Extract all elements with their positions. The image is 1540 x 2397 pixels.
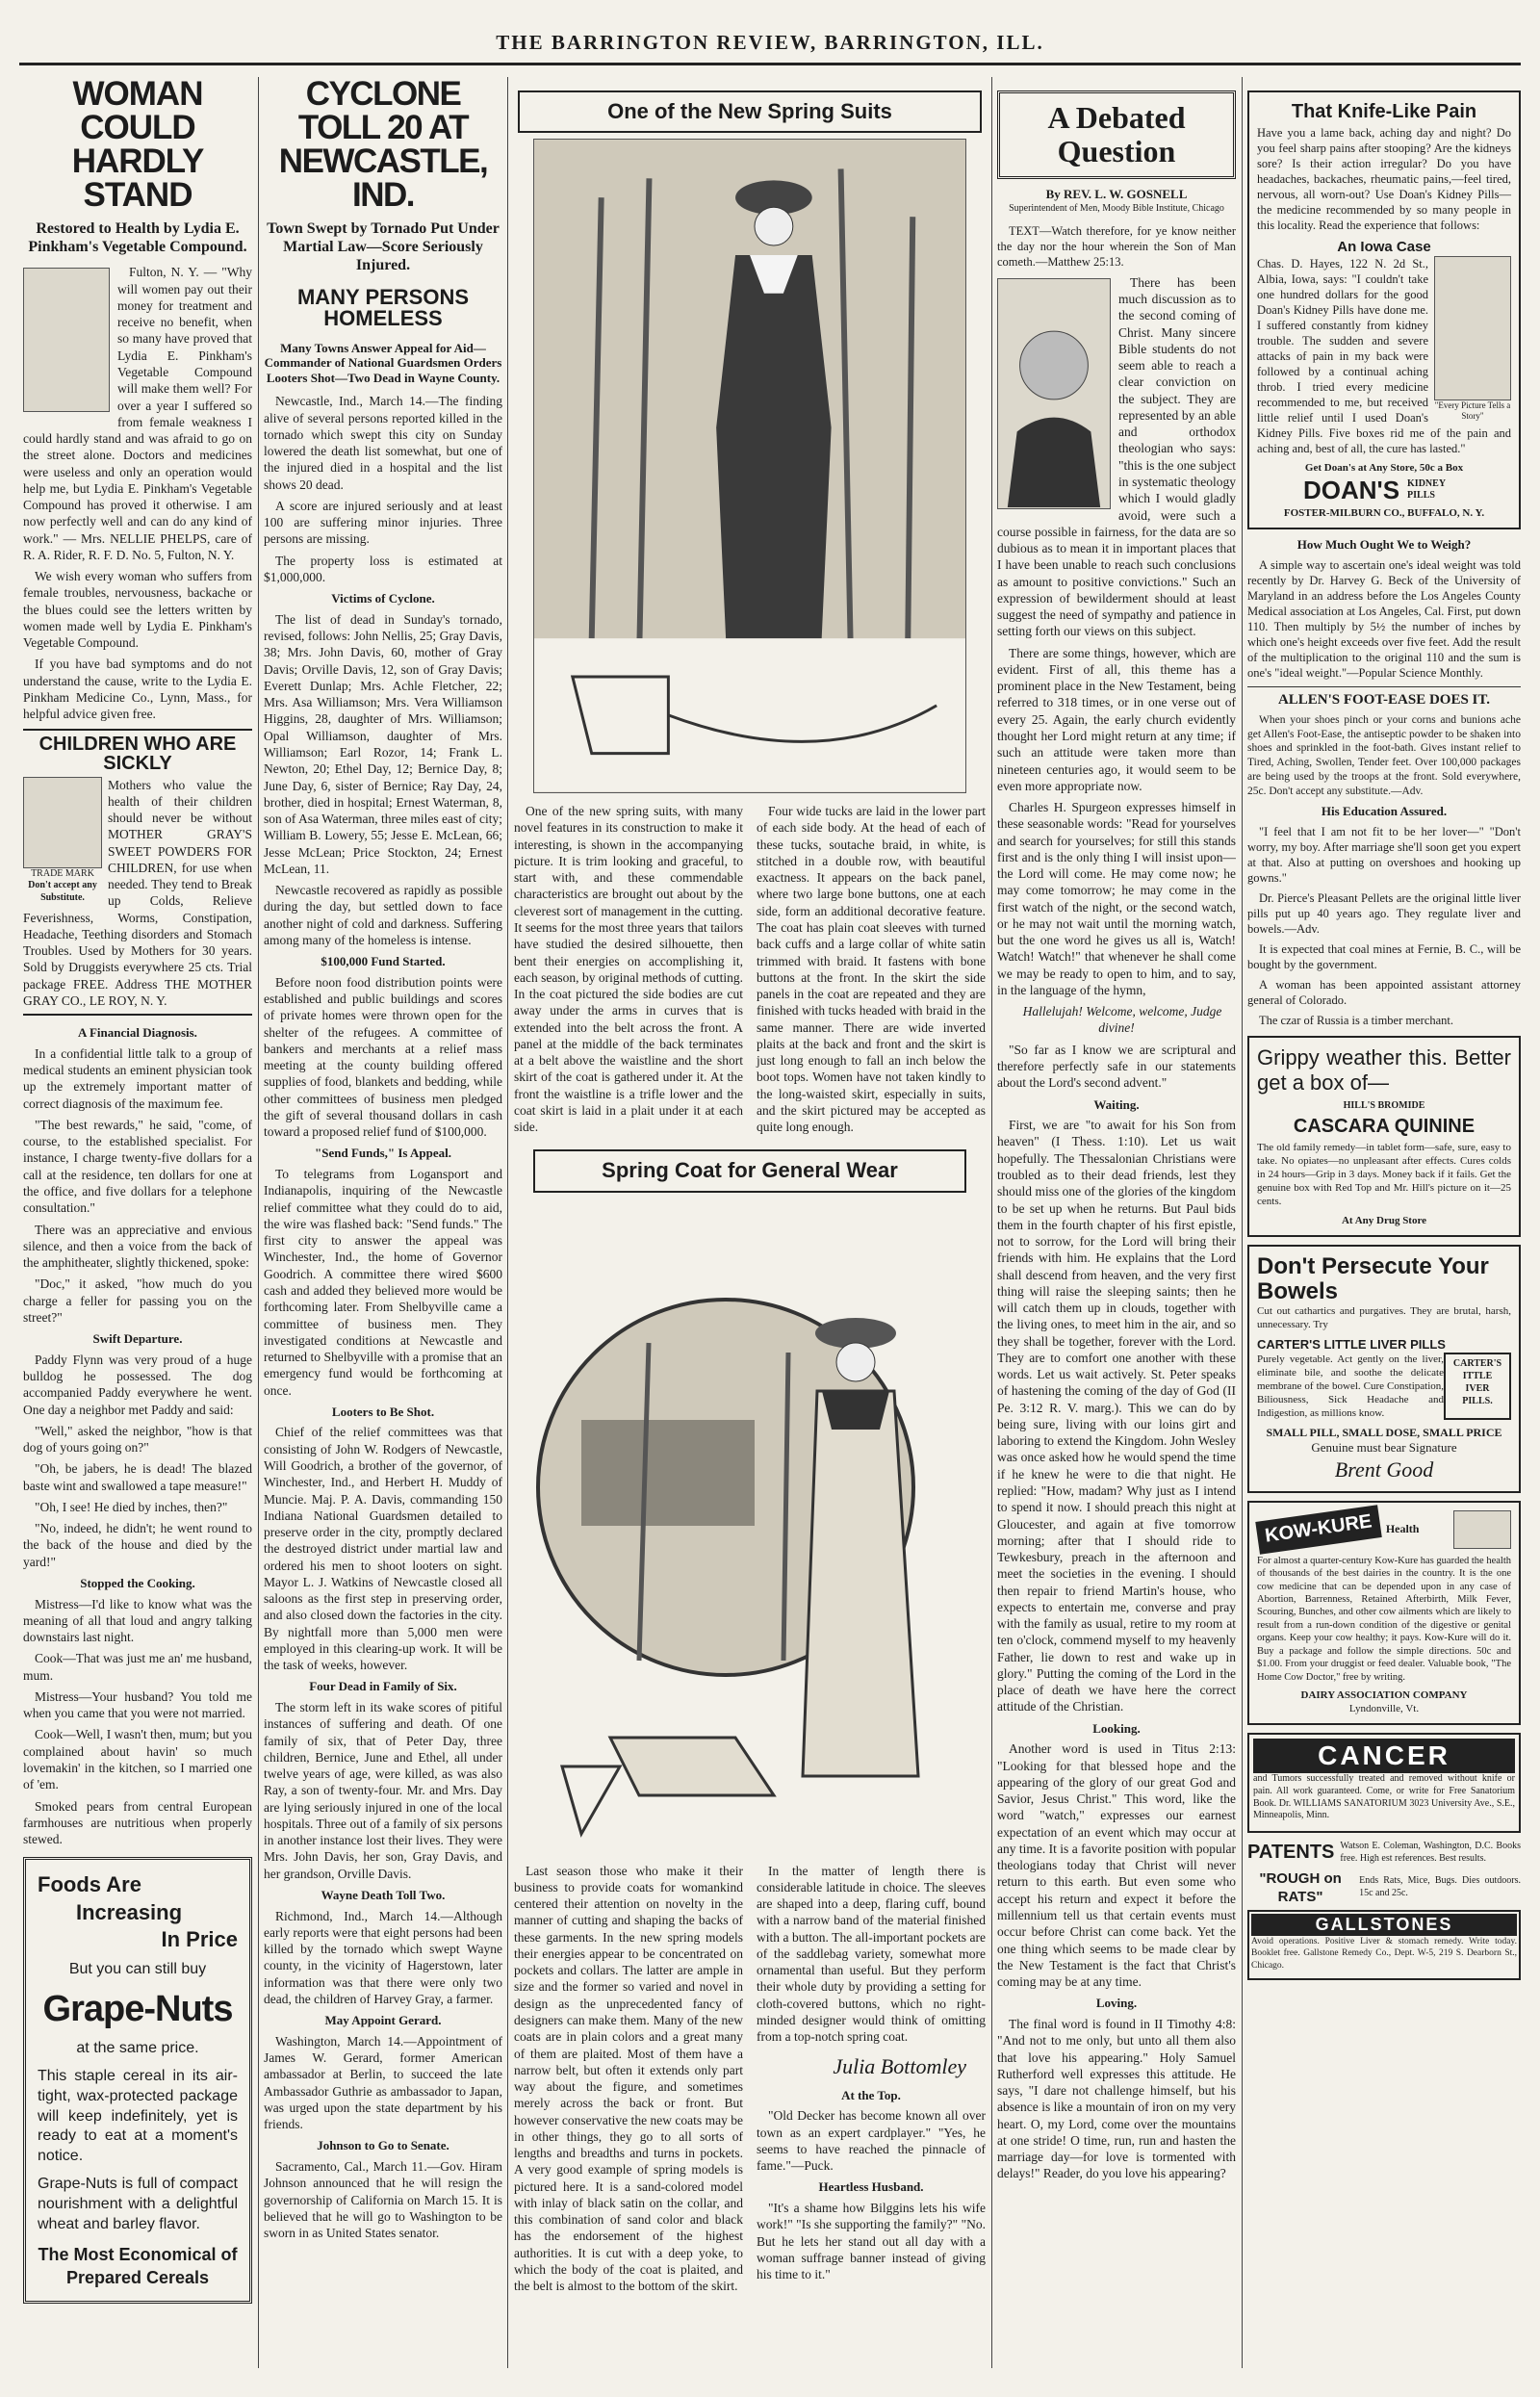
pinkham-paragraph: We wish every woman who suffers from female troubles, nervousness, backache or the blues could see the letters written by women made well by Lydia E. Pinkham's Vegetable Compound.: [23, 569, 252, 651]
cascara-brand: CASCARA QUININE: [1293, 1115, 1476, 1137]
doans-ad: [1247, 90, 1521, 529]
education-title: His Education Assured.: [1321, 804, 1448, 819]
carter-small: SMALL PILL, SMALL DOSE, SMALL PRICE: [1266, 1425, 1502, 1439]
spring-suits-title: One of the New Spring Suits: [518, 90, 982, 133]
gerard-title: May Appoint Gerard.: [324, 2013, 442, 2028]
rats-body: Ends Rats, Mice, Bugs. Dies outdoors. 15c and 25c.: [1359, 1875, 1521, 1899]
hymn-line: Hallelujah! Welcome, welcome, Judge divine!: [1022, 1004, 1222, 1036]
kow-kure-city: Lyndonville, Vt.: [1348, 1703, 1420, 1715]
fund-title: $100,000 Fund Started.: [321, 954, 446, 969]
spring-coat-drawing: [524, 1198, 976, 1853]
family-paragraph: The storm left in its wake scores of pitiful instances of suffering and death. Of one family of six, that of Peter Day, three children, Bernice, June and Ethel, all under twelve years of age, were killed, as was also Ray, a son of twenty-four. Mr. and Mrs. Day are lying seriously injured in one of the local hospitals. Three out of a family of six persons in another instance lost their lives. They were Mrs. John Davis, her son, Gray Davis, and her grandson, Orville Davis.: [264, 1700, 502, 1881]
pierce-paragraph: Dr. Pierce's Pleasant Pellets are the original little liver pills put up 40 years ago. They regulate liver and bowels.—Adv.: [1247, 890, 1521, 936]
education-paragraph: "I feel that I am not fit to be her lover—" "Don't worry, my boy. After marriage she'll soon get you expert at that. Also at putting on overshoes and hooking up gowns.": [1247, 824, 1521, 885]
grape-nuts-footer: The Most Economical of Prepared Cereals: [38, 2245, 238, 2287]
doans-maker: FOSTER-MILBURN CO., BUFFALO, N. Y.: [1283, 507, 1485, 520]
column-rule: [258, 77, 259, 2368]
cascara-store: At Any Drug Store: [1341, 1214, 1427, 1226]
cooking-paragraph: Mistress—I'd like to know what was the meaning of all that loud and angry talking downstairs last night.: [23, 1596, 252, 1645]
heartless-title: Heartless Husband.: [818, 2179, 924, 2195]
carter-signature: Brent Good: [1334, 1456, 1434, 1482]
grape-nuts-body: Grape-Nuts is full of compact nourishment with a delightful wheat and barley flavor.: [38, 2176, 238, 2232]
pinkham-subhead: Restored to Health by Lydia E. Pinkham's Vegetable Compound.: [28, 220, 247, 256]
spring-coat-title: Spring Coat for General Wear: [533, 1149, 966, 1192]
kow-kure-ad: [1247, 1501, 1521, 1726]
cooking-paragraph: Smoked pears from central European farmhouses are nutritious when properly stewed.: [23, 1798, 252, 1847]
cancer-body: and Tumors successfully treated and removed without knife or pain. All work guaranteed. Come, or write for Free Sanatorium Book. Dr. WILLIAMS SANATORIUM 3023 University Ave., S.E., Minneapolis, Minn.: [1253, 1773, 1515, 1821]
sermon-paragraph: Charles H. Spurgeon expresses himself in these seasonable words: "Read for yourselves and search for yourselves; for still this stands first and is the only thing I will insist upon—the Lord will come. He may come now; he may come tomorrow; he may come in the first watch of the night, or the second watch, or he may not wait until the morning watch, but the one word he gives us all is, Watch! Watch! Watch!" that whenever he shall come we may be ready to open to him, and to say, in the language of the hymn,: [997, 800, 1236, 997]
doans-brand: DOAN'S: [1302, 475, 1400, 504]
diagnosis-paragraph: "Doc," it asked, "how much do you charge a feller for passing you on the street?": [23, 1276, 252, 1325]
grape-nuts-line: Foods Are: [38, 1872, 141, 1897]
sermon-byline: By REV. L. W. GOSNELL: [1045, 187, 1188, 202]
column-rule: [1242, 77, 1243, 2368]
waiting-paragraph: First, we are "to await for his Son from heaven" (I Thess. 1:10). Let us wait hopefully. The Thessalonian Christians were troubled as to their dead friends, lest they should miss one of the glories of the kingdom to be set up when he returns. But Paul bids them in the fourth chapter of his first epistle, not to sorrow, for the Lord will bring their friends with him. He explains that the Lord shall descend from heaven, and the very first thing will raise the sleeping saints; then he will catch them up in clouds, together with the living ones, to meet him in the air, and so they shall be together, forever with the Lord. They are to comfort one another with these words. Let us wait actively. St. Peter speaks of hastening the coming of the day of God (II Pe. 3:12 R. V. marg.). This we can do by being sure, living with our loins girt and laboring to extend the Kingdom. John Wesley was once asked how he would spend the time if he knew he were to die that night. He replied: "How, madam? Why just as I intend to spend it now. I should preach this night at Gloucester, and again at five tomorrow morning; after that I should ride to Tewkesbury, preach in the afternoon and meet the societies in the evening. I should then repair to friend Martin's house, who expects to entertain me, converse and pray with the family as usual, retire to my room at ten o'clock, commend myself to my heavenly Father, lie down to rest and wake up in glory." Putting the coming of the Lord in the place of death we have here the correct attitude of the Christian.: [997, 1118, 1236, 1714]
homeless-headline: MANY PERSONS HOMELESS: [296, 284, 470, 330]
portrait-drawing: [998, 279, 1110, 508]
spring-coat-paragraph: In the matter of length there is considerable latitude in choice. The sleeves are shaped into a deep, flaring cuff, bound with a narrow band of the material finished with a button. The all-important pockets are of the saddlebag variety, somewhat more ornamental than useful. But they perform their whole duty by providing a setting for cloth-covered buttons, which no right-minded designer would think of omitting from a top-notch spring coat.: [757, 1863, 986, 2045]
grape-nuts-line: at the same price.: [76, 2040, 199, 2057]
column-4: [997, 77, 1236, 2378]
doans-picture-caption: "Every Picture Tells a Story": [1434, 400, 1511, 422]
spring-suits-paragraph: One of the new spring suits, with many novel features in its construction to make it interesting, is shown in the accompanying picture. It is trim looking and graceful, to start with, and these commendable characteristics are brought out about by the cleverest sort of management in the cutting. It seems for the most three years that tailors have studied the desired silhouette, then bent their energies on accomplishing it, each season, by original methods of cutting. In the coat pictured the side bodies are cut away under the arms in curves that is extended into the belt across the front. A panel at the middle of the back terminates at a belt above the waistline and the short skirt of the coat is gathered under it. At the front the waistline is a trifle lower and the coat skirt is laid in a plait under it at each side.: [514, 804, 743, 1135]
wayne-title: Wayne Death Toll Two.: [321, 1887, 446, 1902]
swift-paragraph: "No, indeed, he didn't; he went round to the back of the house and died by the yard!": [23, 1521, 252, 1569]
johnson-title: Johnson to Go to Senate.: [317, 2138, 449, 2153]
cancer-title: CANCER: [1253, 1739, 1515, 1773]
patents-ad: [1247, 1841, 1521, 1866]
grape-nuts-line: But you can still buy: [68, 1961, 207, 1978]
doans-store: Get Doan's at Any Store, 50c a Box: [1304, 461, 1464, 474]
grape-nuts-ad: [23, 1857, 252, 2304]
cooking-paragraph: Cook—That was just me an' me husband, mum.: [23, 1651, 252, 1683]
weight-paragraph: A simple way to ascertain one's ideal weight was told recently by Dr. Harvey G. Beck of the University of Maryland in an address before the Los Angeles County Medical association at Los Angeles, Cal. First, put down 110. Then multiply by 5½ the number of inches by which one's height exceeds over five feet. Add the result of the multiplication to the original 110 and the sum is one's "ideal weight."—Popular Science Monthly.: [1247, 557, 1521, 680]
sermon-byline-title: Superintendent of Men, Moody Bible Institute, Chicago: [1009, 203, 1224, 214]
send-title: "Send Funds," Is Appeal.: [315, 1146, 451, 1161]
fund-paragraph: Before noon food distribution points were established and public buildings and scores of private homes were thrown open for the shelter of the refugees. A committee of bankers and merchants at a relief mass meeting at the county building offered supplies of food, blankets and bedding, while other committees of business men pledged the gift of several thousand dollars in cash toward a proposed relief fund of $100,000.: [264, 974, 502, 1140]
grippy-text: Grippy weather this. Better get a box of—: [1257, 1044, 1511, 1095]
rats-ad: [1247, 1869, 1521, 1906]
patents-title: PATENTS: [1247, 1842, 1335, 1864]
swift-paragraph: "Oh, I see! He died by inches, then?": [35, 1499, 228, 1514]
swift-paragraph: Paddy Flynn was very proud of a huge bulldog he possessed. The dog accompanied Paddy everywhere he went. One day a neighbor met Paddy and said:: [23, 1352, 252, 1417]
reverend-portrait-image: [997, 278, 1111, 509]
mother-gray-headline: CHILDREN WHO ARE SICKLY: [38, 733, 237, 774]
family-title: Four Dead in Family of Six.: [309, 1679, 457, 1694]
loving-title: Loving.: [1095, 1996, 1138, 2011]
send-paragraph: To telegrams from Logansport and Indianapolis, inquiring of the Newcastle relief committee what they could do to aid, the wire was flashed back: "Send funds." The first city to answer the appeal was Winchester, Ind., the home of Governor Goodrich. A committee there wired $600 cash and added they believed more would be forthcoming later. From Shelbyville came a committee of business men. They investigated conditions at Newcastle and returned to Shelbyville with a promise that an emergency fund would be forthcoming at once.: [264, 1167, 502, 1398]
newspaper-title: THE BARRINGTON REVIEW, BARRINGTON, ILL.: [496, 31, 1044, 54]
misc-paragraph: It is expected that coal mines at Fernie, B. C., will be bought by the government.: [1247, 941, 1521, 971]
top-title: At the Top.: [841, 2087, 901, 2102]
gallstones-body: Avoid operations. Positive Liver & stomach remedy. Write today. Booklet free. Gallstone Remedy Co., Dept. W-5, 219 S. Dearborn St., Chicago.: [1251, 1937, 1517, 1971]
looters-title: Looters to Be Shot.: [331, 1404, 435, 1419]
column-rule: [991, 77, 992, 2368]
kow-kure-header: [1257, 1510, 1511, 1549]
kow-kure-maker: DAIRY ASSOCIATION COMPANY: [1300, 1689, 1468, 1702]
spring-coat-illustration: [524, 1198, 976, 1853]
looters-paragraph: Chief of the relief committees was that consisting of John W. Rodgers of Newcastle, Will Goodrich, a brother of the governor, of Winchester, Ind., and Herbert H. Muddy of Muncie. Maj. P. A. Davis, commanding 150 Indiana National Guardsmen detailed to preserve order in the city, promptly declared the destroyed district under martial law and ordered his men to shoot looters on sight. Mayor L. J. Watkins of Newcastle closed all saloons as the first step in preserving order, and also closed down the factories in the city. By nightfall more than 5,000 men were employed in this clearing-up work. It will be the task of weeks, however.: [264, 1425, 502, 1673]
woman-portrait-image: [23, 268, 110, 412]
sermon-text: TEXT—Watch therefore, for ye know neither the day nor the hour wherein the Son of Man cometh.—Matthew 25:13.: [997, 223, 1236, 269]
carter-title: Don't Persecute Your Bowels: [1257, 1252, 1489, 1304]
cyclone-paragraph: A score are injured seriously and at least 100 are suffering minor injuries. Three persons are missing.: [264, 498, 502, 547]
cooking-paragraph: Mistress—Your husband? You told me when you came that you were not married.: [23, 1688, 252, 1721]
doans-story: Chas. D. Hayes, 122 N. 2d St., Albia, Iowa, says: "I couldn't take one hundred dollars for the good Doan's Kidney Pills have done me. I suffered constantly from kidney trouble. The sudden and severe attacks of pain in my back were followed by a continual aching throb. I tried every medicine recommended to me, but received little relief until I used Doan's Kidney Pills. Five boxes rid me of the pain and aching and, best of all, the cure has lasted.": [1257, 256, 1511, 455]
column-5: [1247, 77, 1521, 2378]
johnson-paragraph: Sacramento, Cal., March 11.—Gov. Hiram Johnson announced that he will resign the governorship of California on March 15. It is believed that he will go to Washington to be sworn in as United States senator.: [264, 2159, 502, 2241]
allen-paragraph: When your shoes pinch or your corns and bunions ache get Allen's Foot-Ease, the antiseptic powder to be shaken into shoes and sprinkled in the foot-bath. Gives instant relief to Tired, Aching, Swollen, Tender feet. Over 100,000 packages are being used by the troops at the front. Sold everywhere, 25c. Don't accept any substitute.—Adv.: [1247, 714, 1521, 797]
doans-title: That Knife-Like Pain: [1291, 101, 1477, 122]
gerard-paragraph: Washington, March 14.—Appointment of James W. Gerard, former American ambassador at Berlin, to succeed the late Ambassador Guthrie as ambassador to Japan, was urged upon the state department by his friends.: [264, 2033, 502, 2132]
cyclone-deck: Many Towns Answer Appeal for Aid—Commander of National Guardsmen Orders Looters Shot—Two Dead in Wayne County.: [264, 340, 502, 385]
grape-nuts-body: This staple cereal in its air-tight, wax-protected package will keep indefinitely, yet is ready to eat at a moment's notice.: [38, 2068, 238, 2165]
doans-intro: Have you a lame back, aching day and night? Do you feel sharp pains after stooping? Are the kidneys sore? Is their action irregular? Do you have headaches, backaches, rheumatic pains,—feel tired, nervous, all worn-out? Use Doan's Kidney Pills—the medicine recommended by so many people in this locality. Read the experience that follows:: [1257, 125, 1511, 232]
gallstones-ad: [1247, 1910, 1521, 1980]
spring-coat-paragraph: Last season those who make it their business to provide coats for womankind centered their attention on novelty in the manner of cutting and shaping the backs of these garments. In the new spring models their energies appear to be concentrated on pockets and collars. The latter are ample in size and the former so varied and novel in design as the unprecedented fancy of designers can make them. Many of the new coats are in plain colors and a great many of them are plaited. Most of them have a narrow belt, but often it extends only part way about the figure, and sometimes merely across the back or front. But however conservative the new coats may be in other things, they go to all sorts of lengths and breadths and turns in pockets. A very good example of spring models is pictured here. It is a sand-colored model with inlay of black satin on the collar, and this combination of sand color and black has the endorsement of the highest authorities. It is cut with a deep yoke, to which the body of the coat is plaited, and the belt is almost to the bottom of the skirt.: [514, 1863, 743, 2294]
grape-nuts-line: Increasing: [76, 1899, 183, 1924]
weight-title: How Much Ought We to Weigh?: [1296, 537, 1472, 553]
grape-nuts-brand: Grape-Nuts: [42, 1988, 233, 2029]
patents-body: Watson E. Coleman, Washington, D.C. Books free. High est references. Best results.: [1340, 1841, 1521, 1865]
diagnosis-paragraph: In a confidential little talk to a group of medical students an eminent physician took up the extremely important matter of correct diagnosis of the maximum fee.: [23, 1045, 252, 1111]
cooking-story: [23, 1576, 252, 1847]
cancer-ad: [1247, 1733, 1521, 1833]
column-3-fashion: [514, 77, 986, 2378]
spring-coat-article: [514, 1863, 986, 2300]
cooking-paragraph: Cook—Well, I wasn't then, mum; but you complained about havin' so much lovemakin' in the kitchen, so I married one of 'em.: [23, 1727, 252, 1792]
column-rule: [507, 77, 508, 2368]
carter-intro: Cut out cathartics and purgatives. They are brutal, harsh, unnecessary. Try: [1257, 1305, 1511, 1331]
spring-suits-article: [514, 803, 986, 1140]
sermon-paragraph: There are some things, however, which are evident. First of all, this theme has a prominent place in the New Testament, being referred to 318 times, or in one verse out of every 25. Again, the early church evidently thought her Lord might return at any time; if such an attitude were taken more than nineteen centuries ago, it would seem to be even more appropriate now.: [997, 645, 1236, 793]
cyclone-paragraph: The property loss is estimated at $1,000,000.: [264, 553, 502, 584]
sermon-title-box: [997, 90, 1236, 179]
gallstones-title: GALLSTONES: [1251, 1914, 1517, 1936]
victims-paragraph: The list of dead in Sunday's tornado, revised, follows: John Nellis, 25; Gray Davis, 38; Mrs. John Davis, 60, mother of Gray Davis; Orville Davis, 12, son of Gray Davis; Everett Dunlap; Mrs. Achle Fletcher, 22; Mrs. Asa Williamson; Mrs. Vera Williamson Higgins, 28, daughter of Mrs. Williamson; Opal Williamson, daughter of Mrs. Williamson; Earl Rozor, 14; Frank L. Newton, 20; Ethel Day, 12; Bernice Day, 8; June Day, 6, sister of Bernice; Ray Day, 24, brother, died in hospital; Ernest Waterman, 8, son of Asa Waterman, three miles east of city; William B. Lowery, 55; Jesse E. McLean, 66; Jesse McLean; Price Stockton, 24; Ernest McLean, 11.: [264, 611, 502, 876]
swift-paragraph: "Oh, be jabers, he is dead! The blazed baste wint and swallowed a tape measure!": [23, 1461, 252, 1493]
cooking-title: Stopped the Cooking.: [80, 1575, 195, 1590]
misc-paragraph: A woman has been appointed assistant attorney general of Colorado.: [1247, 977, 1521, 1007]
cyclone-paragraph: Newcastle recovered as rapidly as possible during the day, but settled down to face another night of cold and darkness. Suffering among many of the homeless is intense.: [264, 883, 502, 947]
sermon-title-line: Question: [1057, 134, 1176, 169]
cyclone-paragraph: Newcastle, Ind., March 14.—The finding alive of several persons reported killed in the tornado which swept this city on Sunday lowered the death list somewhat, but one of the injured died in a hospital and the list shows 20 dead.: [264, 394, 502, 492]
carter-box-image: CARTER'S ITTLE IVER PILLS.: [1444, 1353, 1511, 1420]
diagnosis-paragraph: "The best rewards," he said, "come, of course, to the established specialist. For instance, I charge twenty-five dollars for a call at the residence, ten dollars for one at the office, and five dollars for a telephone consultation.": [23, 1117, 252, 1216]
kow-kure-brand: KOW-KURE: [1255, 1505, 1381, 1554]
cyclone-subhead: Town Swept by Tornado Put Under Martial Law—Score Seriously Injured.: [267, 220, 500, 274]
diagnosis-title: A Financial Diagnosis.: [78, 1025, 197, 1041]
column-1: [23, 77, 252, 2378]
grape-nuts-line: In Price: [161, 1927, 238, 1952]
looking-paragraph: Another word is used in Titus 2:13: "Looking for that blessed hope and the appearing of the glory of our great God and Savior, Jesus Christ." This word, like the word "watch," expresses our earnest expectation of an event which may occur at any time. It is a favorite position with popular theologians today that Christ will never return to this earth. But even some who accept his return and expect it before the millennium tell us that certain events must occur before Christ can come back. Yet the one thing which seems to be made clear by the New Testament is the fact that Christ's coming may be at any time.: [997, 1741, 1236, 1990]
author-signature: Julia Bottomley: [833, 2053, 966, 2078]
allen-title: ALLEN'S FOOT-EASE DOES IT.: [1247, 686, 1521, 709]
diagnosis-paragraph: There was an appreciative and envious silence, and then a voice from the back of the amphitheater, slightly thickened, spoke:: [23, 1222, 252, 1271]
cascara-body: The old family remedy—in tablet form—safe, sure, easy to take. No opiates—no unpleasant after effects. Cures colds in 24 hours—Grip in 3 days. Money back if it fails. Get the genuine box with Red Top and Mr. Hill's picture on it—25 cents.: [1257, 1142, 1511, 1208]
carter-ad: [1247, 1245, 1521, 1493]
mother-gray-body: Mothers who value the health of their children should never be without MOTHER GRAY'S SWEET POWDERS FOR CHILDREN, for use when needed. They tend to Break up Colds, Relieve Feverishness, Worms, Constipation, Headache, Teething disorders and Stomach Troubles. Used by Mothers for 30 years. Sold by Druggists everywhere 25 cts. Trial package FREE. Address THE MOTHER GRAY CO., LE ROY, N. Y.: [23, 777, 252, 1008]
carter-body: Purely vegetable. Act gently on the liver, eliminate bile, and soothe the delicate membrane of the bowel. Cure Constipation, Biliousness, Sick Headache and Indigestion, as millions know.: [1257, 1353, 1444, 1420]
victims-title: Victims of Cyclone.: [331, 591, 435, 606]
mother-gray-ad: [23, 729, 252, 1010]
pinkham-paragraph: If you have bad symptoms and do not understand the cause, write to the Lydia E. Pinkham Medicine Co., Lynn, Mass., for helpful advice given free.: [23, 657, 252, 722]
diagnosis-story: [23, 1014, 252, 1326]
sermon-paragraph: There has been much discussion as to the second coming of Christ. Many sincere Bible students do not seem able to reach a clear conviction on the subject. They are represented by an able and orthodox theologian who says: "this is the one subject in systematic theology which I would gladly avoid, were such a course possible in fairness, for the data are so dubious as to mean it in important places that I have been unable to reach such conclusions as amount to positive convictions." Such an expression of bewilderment should at least suggest the need of sympathy and patience in setting forth our views on this subject.: [997, 274, 1236, 639]
heartless-paragraph: "It's a shame how Bilggins lets his wife work!" "Is she supporting the family?" "No. But he lets her stand out all day with a woman suffrage banner instead of giving his time to it.": [757, 2201, 986, 2282]
wayne-paragraph: Richmond, Ind., March 14.—Although early reports were that eight persons had been killed by the tornado which swept Wayne county, in the vicinity of Hagerstown, later information was that there were only two dead, the children of Harvey Gray, a farmer.: [264, 1908, 502, 2006]
doans-picture: [1434, 256, 1511, 423]
sermon-paragraph: "So far as I know we are scriptural and therefore perfectly safe in our statements about the Lord's second advent.": [997, 1042, 1236, 1091]
pinkham-headline: WOMAN COULD HARDLY STAND: [71, 77, 204, 214]
doans-brand-sub: KIDNEY PILLS: [1407, 477, 1447, 502]
loving-paragraph: The final word is found in II Timothy 4:8: "And not to me only, but unto all them also that love his appearing." Holy Samuel Rutherford well expresses this attitude. He says, "I dare not challenge himself, but his absence is like a mountain of iron on my very heart. O, my Lord, come over the mountains at one stride! O time, run, run and hasten the marriage day—for love is tormented with delays!" Reader, do you love his appearing?: [997, 2016, 1236, 2181]
swift-paragraph: "Well," asked the neighbor, "how is that dog of yours going on?": [23, 1423, 252, 1456]
looking-title: Looking.: [1092, 1720, 1141, 1736]
cascara-ad: [1247, 1036, 1521, 1237]
cyclone-headline: CYCLONE TOLL 20 AT NEWCASTLE, IND.: [278, 77, 488, 214]
mother-gray-logo: [23, 777, 102, 905]
spring-suit-drawing: [534, 140, 965, 792]
top-paragraph: "Old Decker has become known all over town as an expert cardplayer." "Yes, he seems to have reached the pinnacle of fame."—Puck.: [757, 2108, 986, 2174]
man-bending-image: [1434, 256, 1511, 400]
spring-suits-paragraph: Four wide tucks are laid in the lower part of each side body. At the head of each of these tucks, soutache braid, in white, is stitched in a double row, with beautiful exactness. It appears on the back panel, where two large bone buttons, one at each side, form an additional decorative feature. The coat has plain coat sleeves with turned back cuffs and a large collar of white satin trimmed with braid. It fastens with bone buttons at the front. In the skirt the side panels in the coat are repeated and they are finished with tucks headed with braid in the same manner. There are wide inverted plaits at the back and front and the skirt is just long enough to fall an inch below the boot tops. Women have not taken kindly to the long-waisted skirt, especially in suits, and the skirt pictured may be accepted as quite long enough.: [757, 804, 986, 1135]
waiting-title: Waiting.: [1093, 1096, 1140, 1112]
masthead: [19, 31, 1521, 65]
swift-departure-story: [23, 1331, 252, 1570]
carter-signature-intro: Genuine must bear Signature: [1311, 1439, 1457, 1455]
misc-paragraph: The czar of Russia is a timber merchant.: [1259, 1013, 1454, 1027]
doans-case-title: An Iowa Case: [1337, 238, 1431, 255]
cascara-seal: HILL'S BROMIDE: [1343, 1099, 1425, 1111]
pinkham-paragraph: Fulton, N. Y. — "Why will women pay out their money for treatment and receive no benefit, when so many have proved that Lydia E. Pinkham's Vegetable Compound will make them well? For over a year I suffered so from female weakness I could hardly stand and was afraid to go on the street alone. Doctors and medicines were useless and only an operation would help me, but Lydia E. Pinkham's Vegetable Compound has proved it otherwise. I am now perfectly well and can do any kind of work." — Mrs. NELLIE PHELPS, care of R. A. Rider, R. F. D. No. 5, Fulton, N. Y.: [23, 265, 252, 562]
column-2: [264, 77, 502, 2378]
trademark-label: TRADE MARK: [31, 867, 94, 879]
kow-kure-sub: Health: [1385, 1522, 1420, 1535]
sermon-title-line: A Debated: [1047, 100, 1186, 135]
cow-image: [1453, 1510, 1511, 1549]
doans-brand-row: [1257, 475, 1511, 506]
spring-suit-illustration: [533, 139, 966, 793]
kow-kure-body: For almost a quarter-century Kow-Kure has guarded the health of thousands of the best dairies in the country. It is the one cow medicine that can be depended upon in any case of Abortion, Barrenness, Retained Afterbirth, Milk Fever, Scouring, Bunches, and other cow ailments which are likely to result from a run-down condition of the digestive or genital organs. Keep your cow healthy; it pays. Kow-Kure will do it. Buy a package and follow the simple directions. 50c and $1.00. From your druggist or feed dealer. Valuable book, "The Home Cow Doctor," free by writing.: [1257, 1555, 1511, 1683]
rats-title: "ROUGH on RATS": [1259, 1869, 1342, 1906]
substitute-warning: Don't accept any Substitute.: [28, 880, 97, 904]
swift-title: Swift Departure.: [92, 1331, 183, 1347]
nurse-trademark-image: [23, 777, 102, 868]
carter-brand: CARTER'S LITTLE LIVER PILLS: [1257, 1336, 1446, 1352]
